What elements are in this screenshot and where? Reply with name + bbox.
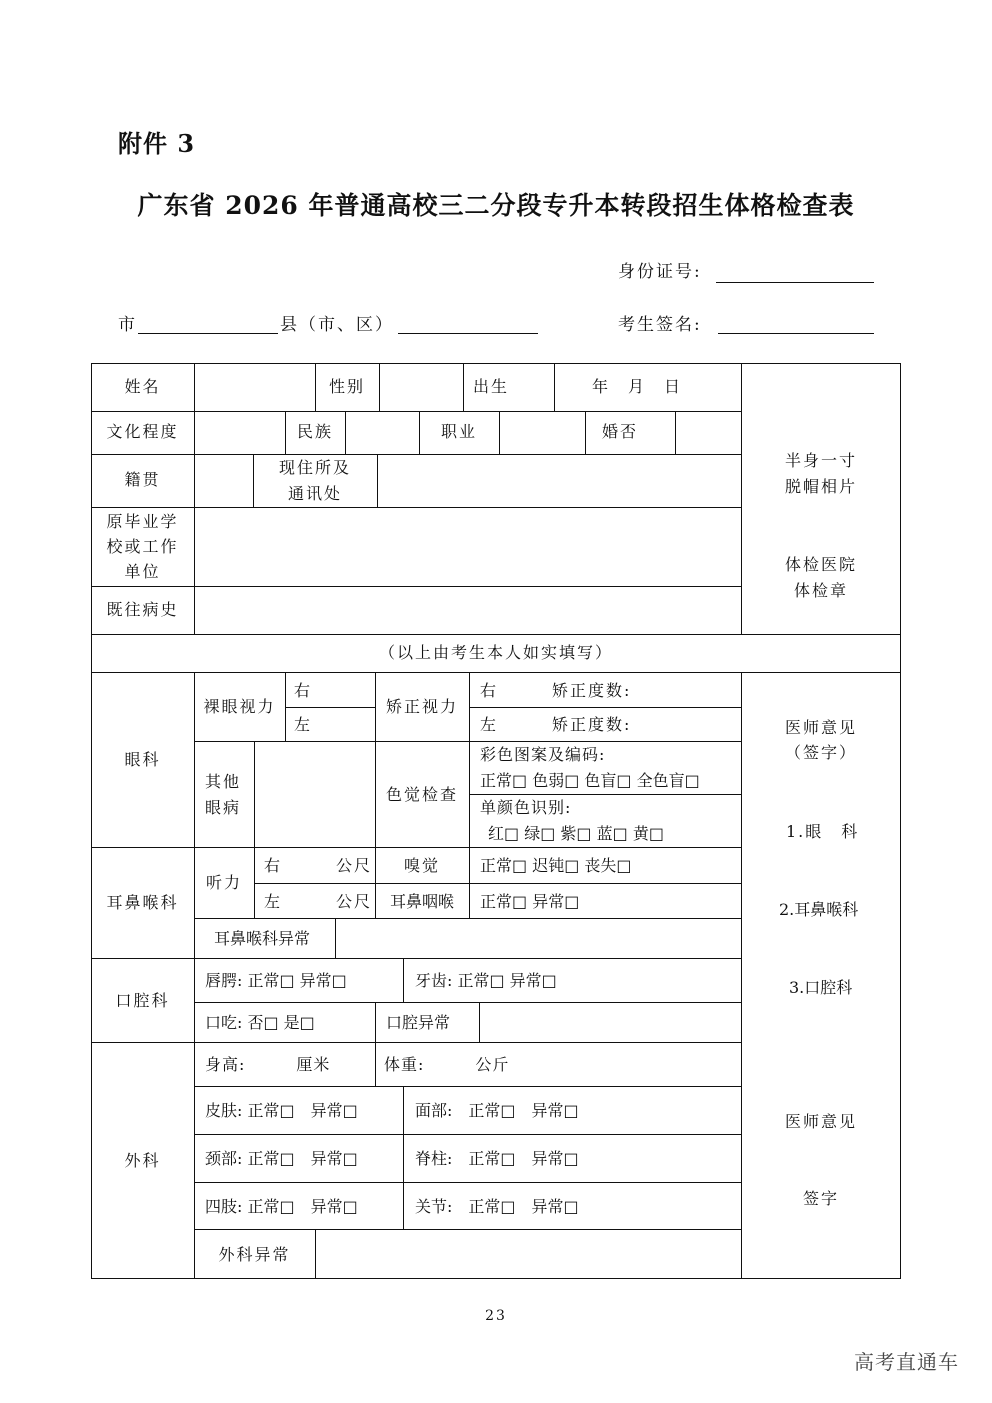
opinion-ent-label: 2.耳鼻喉科	[779, 900, 859, 919]
spine-options[interactable]: 脊柱: 正常□ 异常□	[415, 1149, 579, 1168]
col-divider	[345, 411, 346, 454]
single-color-options[interactable]: 红□ 绿□ 紫□ 蓝□ 黄□	[488, 824, 664, 843]
city-label: 市	[118, 315, 137, 335]
page-number: 23	[485, 1308, 507, 1324]
row-divider	[285, 707, 375, 708]
oral-abnormal-field[interactable]	[480, 1003, 741, 1042]
hearing-left-field[interactable]: 左 公尺	[264, 892, 373, 911]
surgery-abnormal-label: 外科异常	[218, 1245, 291, 1264]
school-label-line3: 单位	[124, 562, 161, 581]
doctor-opinion-label: 医师意见	[784, 718, 857, 737]
watermark: 高考直通车	[854, 1350, 959, 1374]
gender-field[interactable]	[380, 364, 463, 411]
education-label: 文化程度	[106, 422, 179, 441]
stamp-label-line1: 体检医院	[784, 555, 857, 574]
stamp-label-line2: 体检章	[793, 581, 848, 600]
native-place-label: 籍贯	[124, 470, 161, 489]
face-options[interactable]: 面部: 正常□ 异常□	[415, 1101, 579, 1120]
col-divider	[499, 411, 500, 454]
col-divider	[254, 847, 255, 918]
attachment-label: 附件 3	[118, 129, 196, 158]
other-eye-label-line1: 其他	[205, 772, 242, 791]
corrected-left-field[interactable]: 左 矫正度数:	[480, 715, 632, 734]
throat-options[interactable]: 正常□ 异常□	[480, 892, 580, 911]
ethnicity-label: 民族	[296, 422, 333, 441]
row-divider	[91, 958, 742, 959]
smell-label: 嗅觉	[403, 856, 440, 875]
signature-field[interactable]	[718, 333, 874, 334]
lips-options[interactable]: 唇腭: 正常□ 异常□	[205, 971, 347, 990]
col-divider	[403, 958, 404, 1002]
col-divider	[194, 672, 195, 1279]
row-divider	[254, 883, 742, 884]
birth-label: 出生	[472, 377, 509, 396]
photo-label-line1: 半身一寸	[784, 451, 857, 470]
page-title: 广东省 2026 年普通高校三二分段专升本转段招生体格检查表	[137, 191, 855, 220]
row-divider	[469, 794, 742, 795]
skin-options[interactable]: 皮肤: 正常□ 异常□	[205, 1101, 358, 1120]
name-label: 姓名	[124, 377, 161, 396]
surgery-sign-label: 签字	[802, 1189, 839, 1208]
col-divider	[375, 1042, 376, 1086]
county-field[interactable]	[398, 333, 538, 334]
address-label-line2: 通讯处	[287, 484, 342, 503]
doctor-sign-label: （签字）	[784, 743, 857, 762]
occupation-label: 职业	[440, 422, 477, 441]
eye-section-label: 眼科	[124, 750, 161, 769]
col-divider	[403, 1086, 404, 1229]
ent-section-label: 耳鼻喉科	[106, 893, 179, 912]
opinion-eye-label: 1.眼 科	[786, 822, 860, 841]
gender-label: 性别	[328, 377, 365, 396]
col-divider	[675, 411, 676, 454]
school-label-line2: 校或工作	[106, 537, 179, 556]
col-divider	[469, 672, 470, 847]
col-divider	[254, 741, 255, 847]
hearing-label: 听力	[205, 873, 242, 892]
row-divider	[194, 1134, 742, 1135]
birth-date-field[interactable]: 年 月 日	[592, 377, 683, 396]
corrected-vision-label: 矫正视力	[385, 697, 458, 716]
height-field[interactable]: 身高: 厘米	[205, 1055, 331, 1074]
address-label-line1: 现住所及	[278, 458, 351, 477]
oral-section-label: 口腔科	[115, 991, 170, 1010]
row-divider	[91, 411, 742, 412]
photo-label-line2: 脱帽相片	[784, 477, 857, 496]
row-divider	[91, 672, 901, 673]
name-field[interactable]	[195, 364, 315, 411]
row-divider	[91, 634, 901, 635]
naked-right-label: 右	[294, 681, 313, 700]
row-divider	[194, 741, 742, 742]
surgery-section-label: 外科	[124, 1151, 161, 1170]
teeth-options[interactable]: 牙齿: 正常□ 异常□	[415, 971, 557, 990]
corrected-right-field[interactable]: 右 矫正度数:	[480, 681, 632, 700]
col-divider	[554, 363, 555, 411]
stutter-options[interactable]: 口吃: 否□ 是□	[205, 1013, 315, 1032]
oral-abnormal-label: 口腔异常	[386, 1013, 451, 1032]
signature-label: 考生签名:	[618, 315, 702, 335]
col-divider	[285, 672, 286, 741]
col-divider	[469, 847, 470, 918]
city-field[interactable]	[138, 333, 278, 334]
row-divider	[194, 1182, 742, 1183]
id-number-field[interactable]	[716, 282, 874, 283]
other-eye-label-line2: 眼病	[205, 798, 242, 817]
school-label-line1: 原毕业学	[106, 512, 179, 531]
limbs-options[interactable]: 四肢: 正常□ 异常□	[205, 1197, 358, 1216]
neck-options[interactable]: 颈部: 正常□ 异常□	[205, 1149, 358, 1168]
naked-vision-label: 裸眼视力	[203, 697, 276, 716]
address-field[interactable]	[378, 455, 741, 507]
row-divider	[91, 847, 742, 848]
throat-label: 耳鼻咽喉	[389, 892, 454, 911]
opinion-oral-label: 3.口腔科	[789, 978, 853, 997]
surgery-opinion-label: 医师意见	[784, 1112, 857, 1131]
weight-field[interactable]: 体重: 公斤	[384, 1055, 510, 1074]
smell-options[interactable]: 正常□ 迟钝□ 丧失□	[480, 856, 632, 875]
ent-abnormal-field[interactable]	[336, 919, 741, 958]
joints-options[interactable]: 关节: 正常□ 异常□	[415, 1197, 579, 1216]
county-label: 县（市、区）	[280, 315, 394, 335]
id-number-label: 身份证号:	[618, 262, 702, 282]
history-label: 既往病史	[106, 600, 179, 619]
row-divider	[194, 1086, 742, 1087]
color-pattern-options[interactable]: 正常□ 色弱□ 色盲□ 全色盲□	[480, 771, 700, 790]
col-divider	[741, 672, 742, 1279]
ent-abnormal-label: 耳鼻喉科异常	[214, 929, 311, 948]
hearing-right-field[interactable]: 右 公尺	[264, 856, 373, 875]
marital-label: 婚否	[601, 422, 638, 441]
surgery-abnormal-field[interactable]	[316, 1230, 741, 1279]
single-color-label: 单颜色识别:	[480, 798, 572, 817]
row-divider	[469, 707, 742, 708]
history-field[interactable]	[195, 587, 741, 634]
row-divider	[91, 1042, 742, 1043]
school-field[interactable]	[195, 508, 741, 586]
color-pattern-label: 彩色图案及编码:	[480, 745, 606, 764]
naked-left-label: 左	[294, 715, 313, 734]
self-fill-note: （以上由考生本人如实填写）	[378, 643, 613, 662]
col-divider	[375, 1002, 376, 1042]
color-check-label: 色觉检查	[385, 785, 458, 804]
